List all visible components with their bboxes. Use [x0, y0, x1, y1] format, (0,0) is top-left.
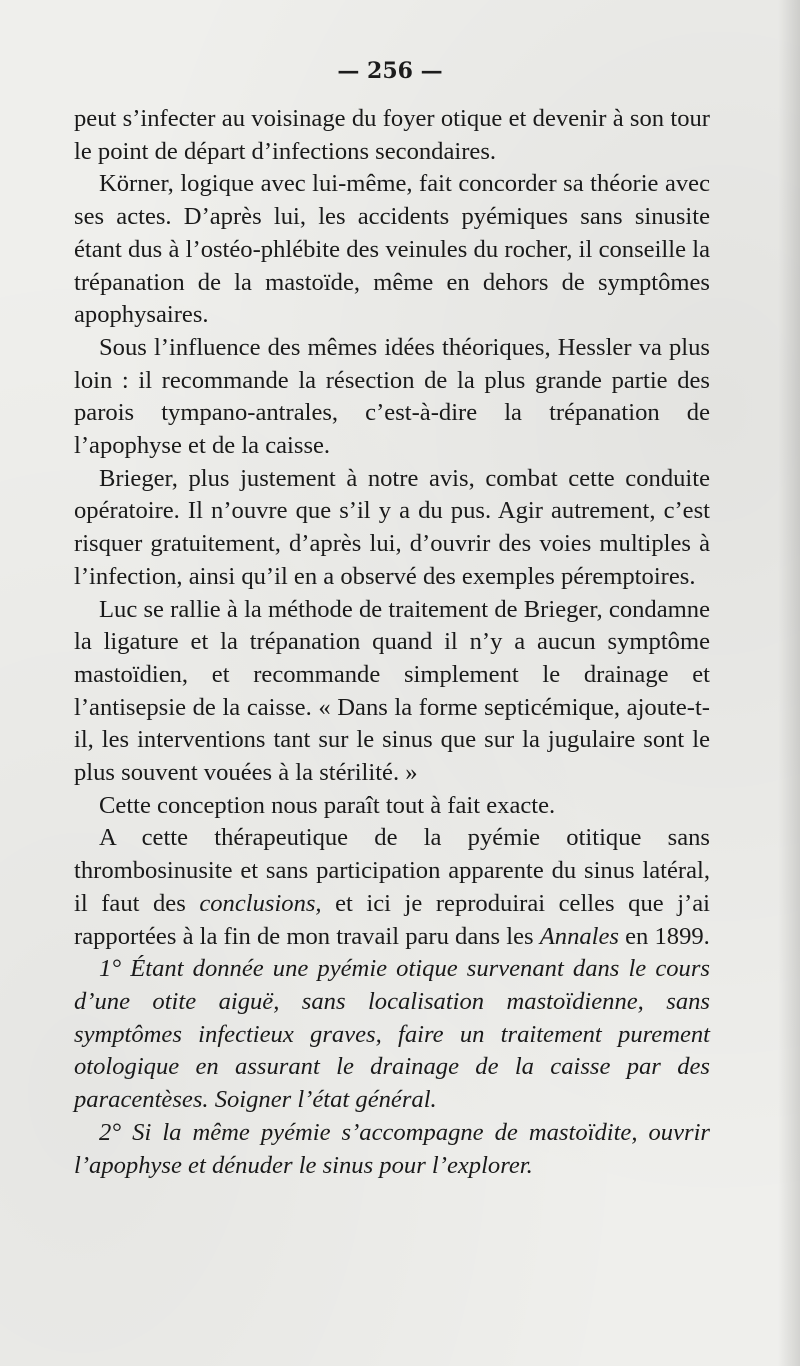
- therapeutique-text-3: en 1899.: [618, 922, 710, 950]
- therapeutique-text-2: et ici je reproduirai celles que j’ai rapportées à la fin de mon travail paru dans les: [74, 889, 710, 950]
- paragraph-korner: Körner, logique avec lui-même, fait concorder sa théorie avec ses actes. D’après lui, les accidents pyémiques sans sinusite étant dus à l’ostéo-phlébite des veinules du rocher, il conseille la trépanation de la mastoïde, même en dehors de symptômes apophysaires.: [74, 170, 710, 329]
- page-number: — 256 —: [337, 58, 443, 84]
- annales-emphasis: Annales: [539, 922, 619, 950]
- page-spine-shadow: [778, 0, 800, 1366]
- paragraph-brieger: Brieger, plus justement à notre avis, combat cette conduite opératoire. Il n’ouvre que s’il y a du pus. Agir autrement, c’est risquer gratuitement, d’après lui, d’ouvrir des voies multiples à l’infection, ainsi qu’il en a observé des exemples péremptoires.: [74, 464, 710, 590]
- conclusion-2: 2° Si la même pyémie s’accompagne de mastoïdite, ouvrir l’apophyse et dénuder le sinus pour l’explorer.: [74, 1118, 710, 1179]
- paragraph-continuation: peut s’infecter au voisinage du foyer otique et devenir à son tour le point de départ d’infections secondaires.: [74, 105, 710, 165]
- paragraph-therapeutique: [74, 822, 710, 953]
- conclusion-1: 1° Étant donnée une pyémie otique survenant dans le cours d’une otite aiguë, sans localisation mastoïdienne, sans symptômes infectieux graves, faire un traitement purement otologique en assurant le drainage de la caisse par des paracentèses. Soigner l’état général.: [74, 955, 710, 1114]
- paragraph-hessler: Sous l’influence des mêmes idées théoriques, Hessler va plus loin : il recommande la résection de la plus grande partie des parois tympano-antrales, c’est-à-dire la trépanation de l’apophyse et de la caisse.: [74, 333, 710, 460]
- paragraph-luc: Luc se rallie à la méthode de traitement de Brieger, condamne la ligature et la trépanation quand il n’y a aucun symptôme mastoïdien, et recommande simplement le drainage et l’antisepsie de la caisse. « Dans la forme septicémique, ajoute-t-il, les interventions tant sur le sinus que sur la jugulaire sont le plus souvent vouées à la stérilité. »: [74, 595, 710, 787]
- paragraph-conception: Cette conception nous paraît tout à fait exacte.: [99, 791, 556, 819]
- conclusions-emphasis: conclusions,: [199, 889, 322, 917]
- therapeutique-text-1: A cette thérapeutique de la pyémie otitique sans thrombosinusite et sans participation apparente du sinus latéral, il faut des: [74, 824, 710, 917]
- body-text: [74, 103, 710, 1182]
